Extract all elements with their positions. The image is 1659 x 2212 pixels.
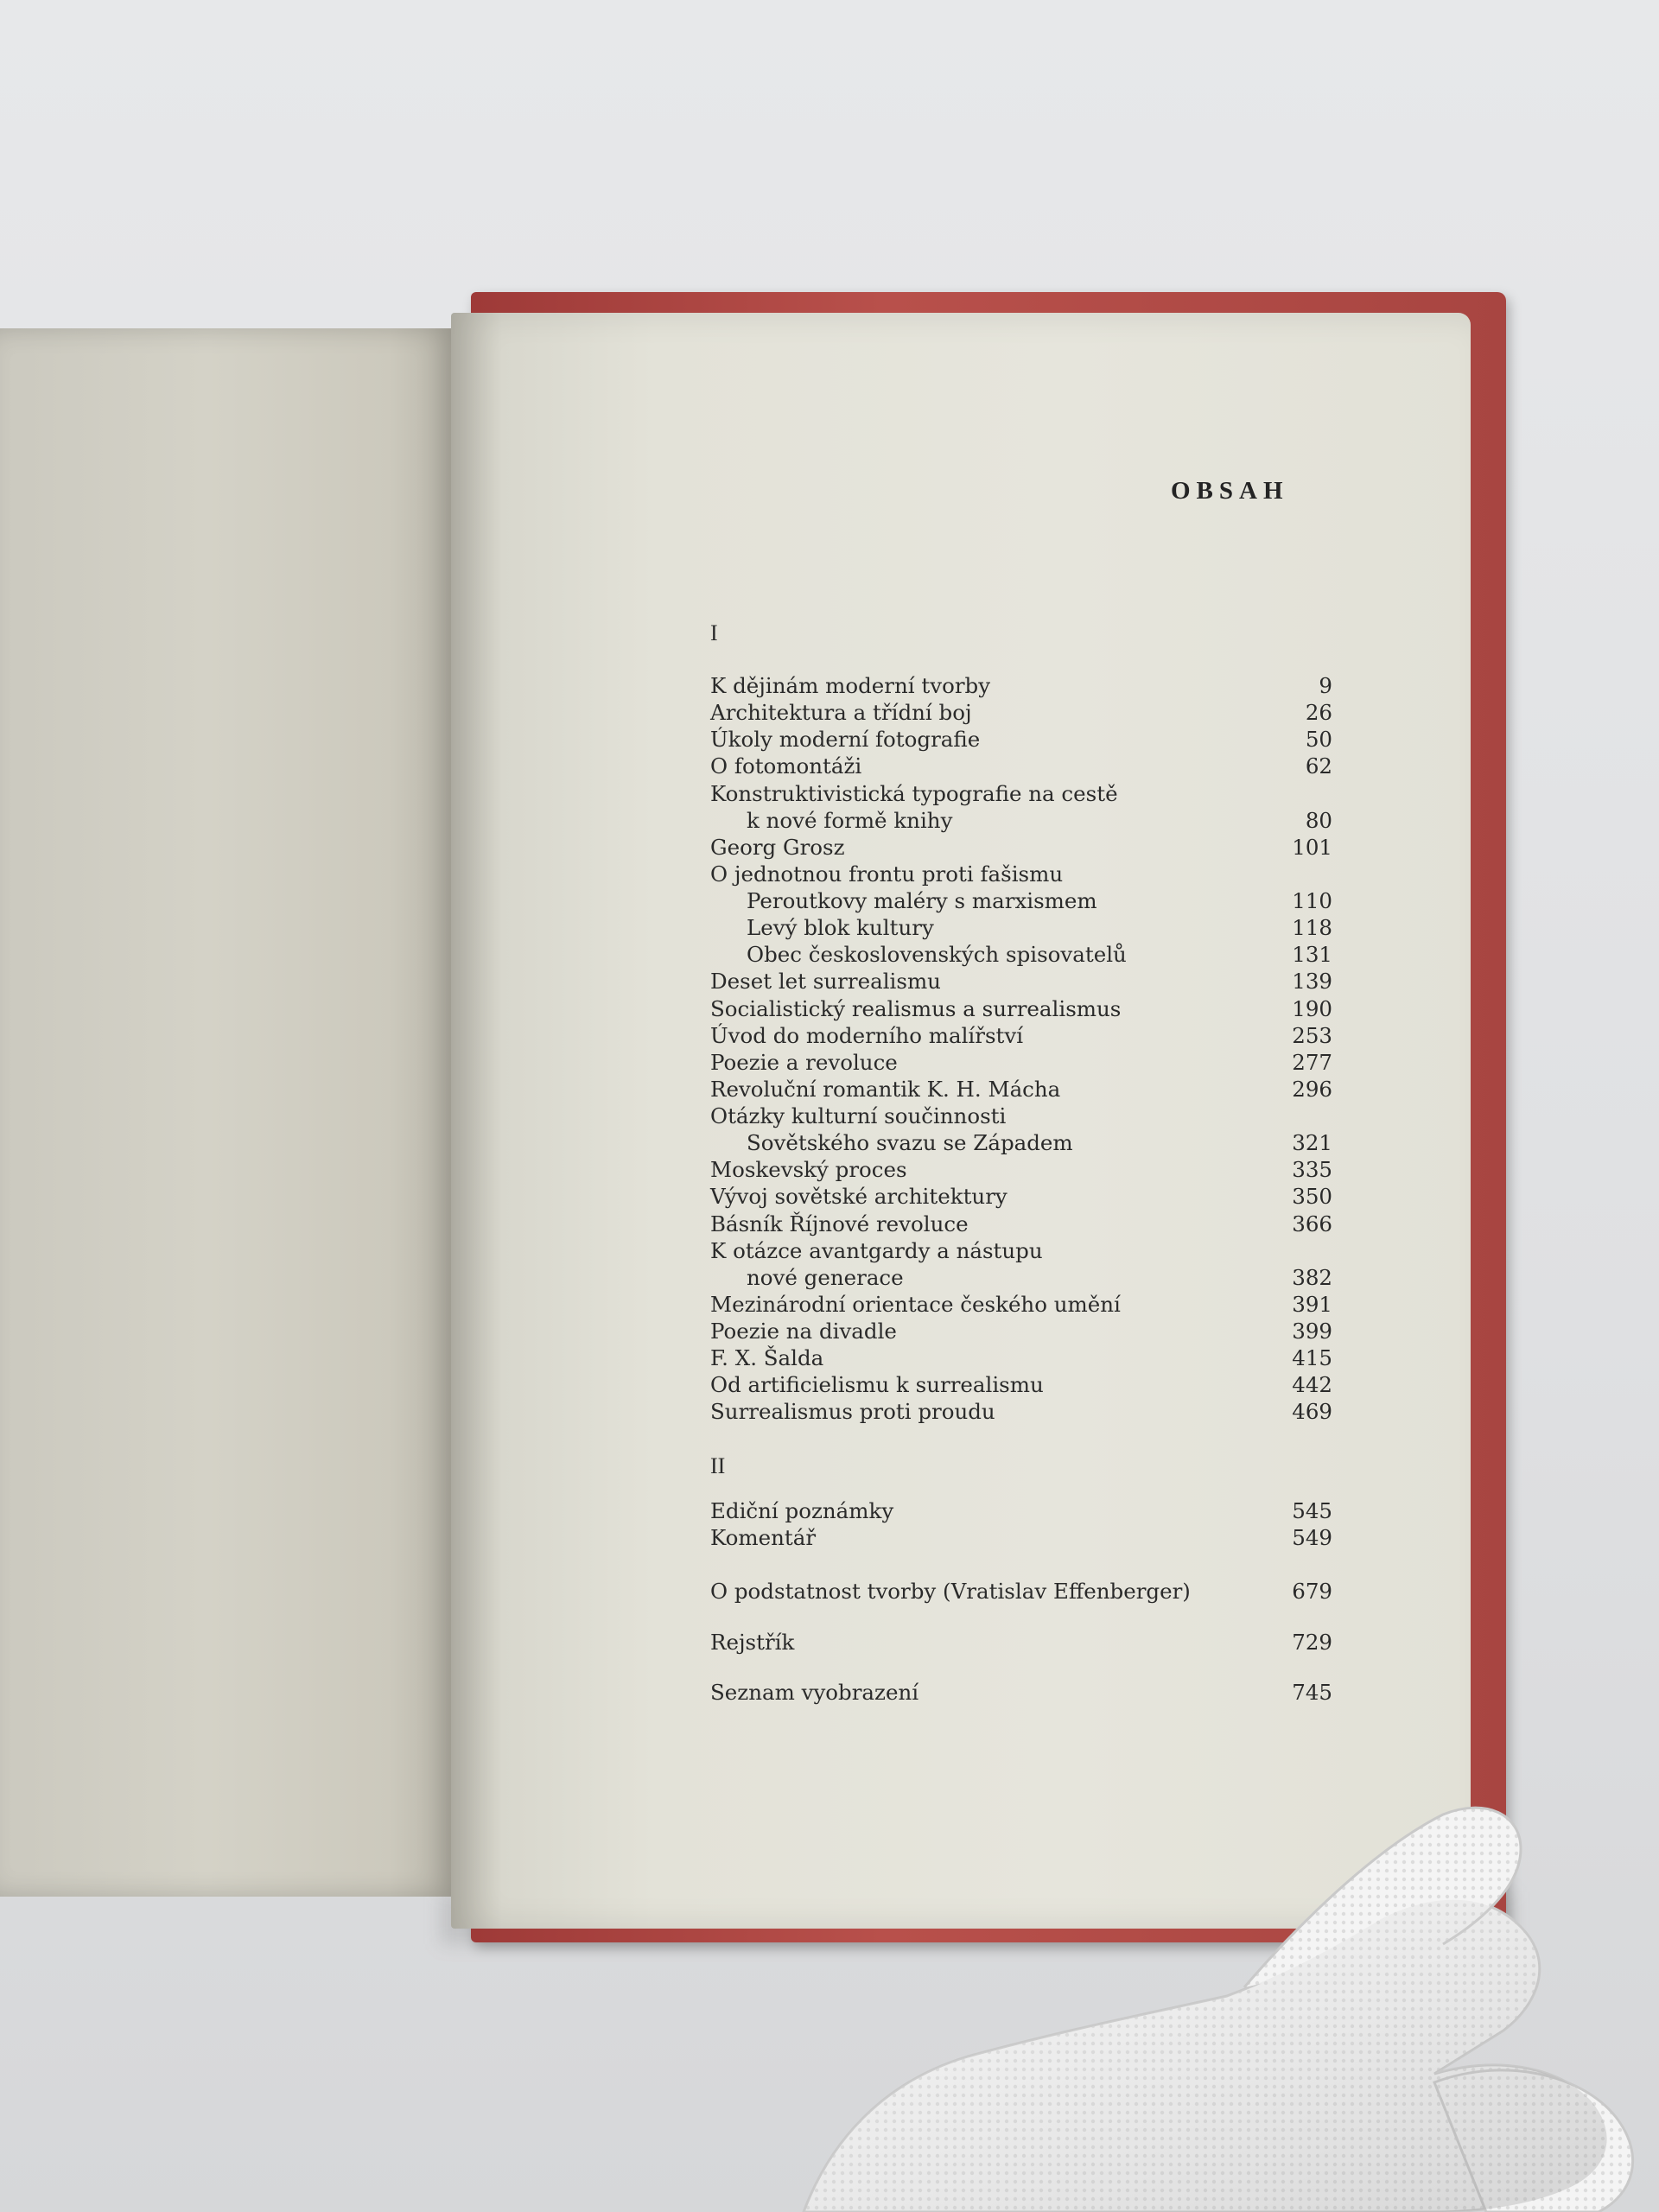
toc-entry [710,914,1332,941]
toc-entry-page: 382 [1292,1265,1332,1290]
toc-entry [710,699,1332,726]
part-label-one: I [710,620,718,645]
toc-entry-title: Socialistický realismus a surrealismus [710,996,1122,1021]
toc-entry-page: 545 [1292,1498,1332,1523]
toc-entry-title: Rejstřík [710,1630,795,1655]
toc-entry-title: Deset let surrealismu [710,969,941,994]
toc-entry [710,726,1332,753]
toc-entry-page: 253 [1292,1023,1332,1048]
toc-entry-page: 321 [1292,1130,1332,1155]
toc-entry-title: Konstruktivistická typografie na cestě [710,781,1118,806]
toc-entry-page: 101 [1292,835,1332,860]
toc-entry [710,1398,1332,1425]
toc-entry-title: Architektura a třídní boj [710,700,972,725]
toc-entry [710,1103,1332,1129]
toc-entry [710,672,1332,699]
toc-entry [710,1679,1332,1706]
toc-entry [710,1129,1332,1156]
toc-entry-title: Básník Říjnové revoluce [710,1211,969,1236]
toc-entry [710,1264,1332,1291]
toc-entry-title: K dějinám moderní tvorby [710,673,991,698]
toc-entry [710,1076,1332,1103]
left-blank-page [0,328,458,1897]
toc-entry-title: Moskevský proces [710,1157,907,1182]
toc-entry [710,1497,1332,1524]
toc-entry [710,887,1332,914]
toc-entry-title: Úkoly moderní fotografie [710,727,981,752]
toc-entry-page: 366 [1292,1211,1332,1236]
toc-entry-title: O podstatnost tvorby (Vratislav Effenberger) [710,1579,1191,1604]
toc-entry [710,1629,1332,1656]
toc-entry [710,1524,1332,1551]
toc-entry [710,1578,1332,1605]
toc-entry [710,1183,1332,1210]
toc-entry [710,1022,1332,1049]
toc-entry-page: 415 [1292,1345,1332,1370]
toc-entry-page: 549 [1292,1525,1332,1550]
toc-entry-page: 469 [1292,1399,1332,1424]
toc-entry-page: 50 [1305,727,1332,752]
toc-entry-page: 139 [1292,969,1332,994]
toc-entry [710,1211,1332,1237]
toc-entry-page: 9 [1319,673,1332,698]
toc-entry-title: Vývoj sovětské architektury [710,1184,1007,1209]
toc-entry [710,780,1332,807]
page-title: OBSAH [1171,477,1289,505]
toc-entry-title: Revoluční romantik K. H. Mácha [710,1077,1061,1102]
toc-entry-title: Od artificielismu k surrealismu [710,1372,1044,1397]
white-glove-hand [778,1797,1659,2212]
toc-entry [710,807,1332,834]
toc-entry-title: Mezinárodní orientace českého umění [710,1292,1121,1317]
toc-entry [710,968,1332,995]
toc-entry-title: O jednotnou frontu proti fašismu [710,861,1064,887]
toc-entry-title: Sovětského svazu se Západem [747,1130,1073,1155]
toc-entry-page: 399 [1292,1319,1332,1344]
toc-entry-title: K otázce avantgardy a nástupu [710,1238,1043,1263]
toc-entry-page: 745 [1292,1680,1332,1705]
toc-entry-title: Surrealismus proti proudu [710,1399,995,1424]
toc-entry-title: O fotomontáži [710,753,862,779]
toc-entry-page: 80 [1305,808,1332,833]
toc-entry [710,1344,1332,1371]
toc-entry-title: Poezie a revoluce [710,1050,898,1075]
toc-entry-page: 277 [1292,1050,1332,1075]
toc-entry-title: Komentář [710,1525,817,1550]
toc-entry-page: 296 [1292,1077,1332,1102]
toc-entry [710,941,1332,968]
toc-entry [710,1318,1332,1344]
toc-entry-title: Poezie na divadle [710,1319,897,1344]
toc-entry [710,861,1332,887]
toc-entry-title: Seznam vyobrazení [710,1680,919,1705]
toc-entry [710,1156,1332,1183]
toc-entry-title: Peroutkovy maléry s marxismem [747,888,1097,913]
toc-entry [710,1291,1332,1318]
toc-entry [710,995,1332,1022]
toc-entry-page: 391 [1292,1292,1332,1317]
toc-entry-page: 62 [1305,753,1332,779]
toc-entry-page: 679 [1292,1579,1332,1604]
toc-entry-title: nové generace [747,1265,904,1290]
toc-entry [710,1371,1332,1398]
toc-entry-page: 110 [1292,888,1332,913]
toc-entry [710,753,1332,779]
toc-entry-page: 190 [1292,996,1332,1021]
toc-entry-page: 442 [1292,1372,1332,1397]
toc-entry [710,834,1332,861]
toc-entry-page: 350 [1292,1184,1332,1209]
toc-entry [710,1237,1332,1264]
toc-entry-title: Levý blok kultury [747,915,934,940]
toc-entry-title: Obec československých spisovatelů [747,942,1127,967]
toc-entry-page: 729 [1292,1630,1332,1655]
toc-entry-page: 335 [1292,1157,1332,1182]
toc-entry-page: 131 [1292,942,1332,967]
part-label-two: II [710,1453,726,1478]
toc-entry-title: Otázky kulturní součinnosti [710,1103,1007,1128]
toc-entry-title: F. X. Šalda [710,1345,824,1370]
toc-entry [710,1049,1332,1076]
toc-entry-title: k nové formě knihy [747,808,953,833]
toc-entry-page: 118 [1292,915,1332,940]
toc-entry-title: Úvod do moderního malířství [710,1023,1024,1048]
toc-entry-title: Georg Grosz [710,835,845,860]
toc-entry-title: Ediční poznámky [710,1498,894,1523]
toc-entry-page: 26 [1305,700,1332,725]
